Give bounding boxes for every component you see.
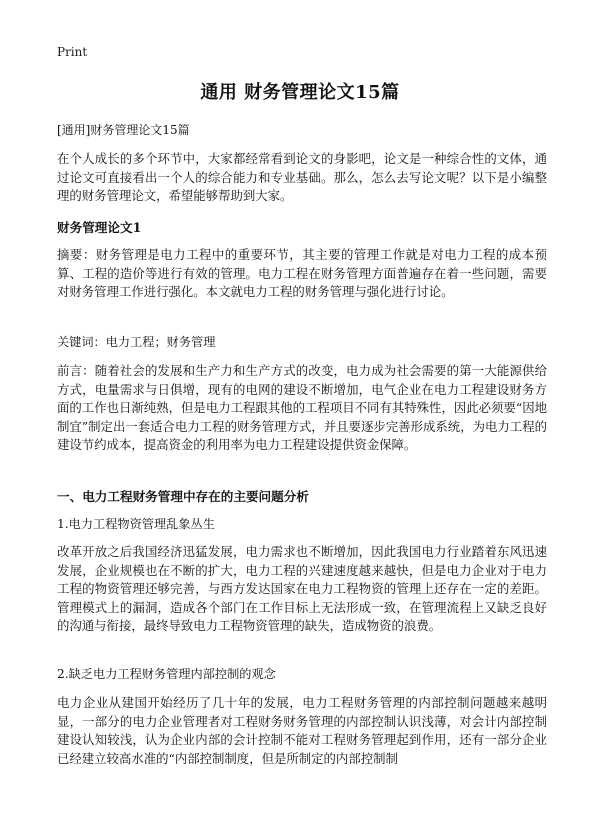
document-title: 通用 财务管理论文15篇 (200, 82, 400, 103)
print-label: Print (57, 45, 88, 59)
document-subtitle: [通用]财务管理论文15篇 (57, 123, 190, 137)
subheading-1: 1.电力工程物资管理乱象丛生 (57, 517, 215, 531)
subheading-2: 2.缺乏电力工程财务管理内部控制的观念 (57, 667, 276, 681)
paragraph-internal-control: 电力企业从建国开始经历了几十年的发展，电力工程财务管理的内部控制问题越来越明显，一部分的电力企业管理者对工程财务财务管理的内部控制认识浅薄，对会计内部控制建设认知较浅，认为企业内部的会计控制不能对工程财务管理起到作用，还有一部分企业已经建立较高水准的“内部控制制度，但是所制定的内部控制制 (57, 695, 547, 766)
paragraph-materials: 改革开放之后我国经济迅猛发展，电力需求也不断增加，因此我国电力行业踏着东风迅速发展，企业规模也在不断的扩大，电力工程的兴建速度越来越快，但是电力企业对于电力工程的物资管理还够完善，与西方发达国家在电力工程物资的管理上还存在一定的差距。管理模式上的漏洞，造成各个部门在工作目标上无法形成一致，在管理流程上又缺乏良好的沟通与衔接，最终导致电力工程物资管理的缺失，造成物资的浪费。 (57, 544, 547, 633)
intro-paragraph: 在个人成长的多个环节中，大家都经常看到论文的身影吧，论文是一种综合性的文体，通过论文可直接看出一个人的综合能力和专业基础。那么，怎么去写论文呢？以下是小编整理的财务管理论文，希望能够帮助到大家。 (57, 151, 547, 203)
preface-paragraph: 前言：随着社会的发展和生产力和生产方式的改变，电力成为社会需要的第一大能源供给方式，电量需求与日俱增，现有的电网的建设不断增加，电气企业在电力工程建设财务方面的工作也日渐纯熟，但是电力工程跟其他的工程项目不同有其特殊性，因此必须要“因地制宜”制定出一套适合电力工程的财务管理方式，并且要逐步完善形成系统，为电力工程的建设节约成本，提高资金的利用率为电力工程建设提供资金保障。 (57, 363, 547, 452)
section-heading-problems: 一、电力工程财务管理中存在的主要问题分析 (57, 489, 309, 504)
section-heading-1: 财务管理论文1 (57, 220, 142, 235)
keywords-line: 关键词：电力工程；财务管理 (57, 335, 216, 349)
abstract-paragraph: 摘要：财务管理是电力工程中的重要环节，其主要的管理工作就是对电力工程的成本预算、工程的造价等进行有效的管理。电力工程在财务管理方面普遍存在着一些问题，需要对财务管理工作进行强化。本文就电力工程的财务管理与强化进行讨论。 (57, 247, 547, 299)
